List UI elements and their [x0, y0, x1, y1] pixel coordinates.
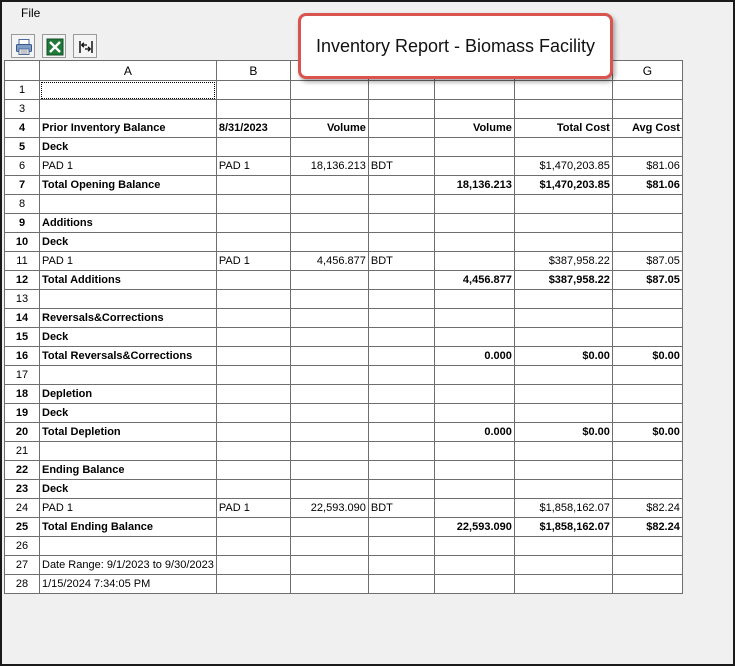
grid-cell[interactable]	[368, 423, 434, 442]
grid-cell[interactable]	[290, 100, 368, 119]
grid-cell[interactable]: 18,136.213	[290, 157, 368, 176]
grid-cell[interactable]: $387,958.22	[514, 271, 612, 290]
grid-cell[interactable]	[290, 347, 368, 366]
table-row	[5, 100, 683, 119]
grid-cell[interactable]	[290, 214, 368, 233]
grid-cell[interactable]	[290, 575, 368, 594]
grid-cell[interactable]: 0.000	[434, 423, 514, 442]
grid-cell[interactable]: Deck	[40, 404, 217, 423]
grid-cell[interactable]: Total Additions	[40, 271, 217, 290]
grid-cell[interactable]	[290, 537, 368, 556]
grid-cell[interactable]	[216, 518, 290, 537]
grid-cell[interactable]	[434, 499, 514, 518]
row-header[interactable]: 24	[5, 499, 40, 518]
grid-cell[interactable]	[368, 138, 434, 157]
grid-cell[interactable]: $1,858,162.07	[514, 499, 612, 518]
grid-cell[interactable]	[612, 214, 682, 233]
grid-cell[interactable]	[612, 442, 682, 461]
grid-cell[interactable]	[368, 119, 434, 138]
table-row	[5, 138, 683, 157]
grid-cell[interactable]	[216, 575, 290, 594]
grid-cell[interactable]	[368, 81, 434, 100]
grid-cell[interactable]: $387,958.22	[514, 252, 612, 271]
grid-cell[interactable]	[40, 537, 217, 556]
row-header[interactable]: 12	[5, 271, 40, 290]
print-button[interactable]	[11, 34, 35, 58]
table-row	[5, 252, 683, 271]
grid-cell[interactable]	[40, 81, 217, 100]
row-header[interactable]: 11	[5, 252, 40, 271]
corner-cell[interactable]	[5, 61, 40, 81]
table-row	[5, 309, 683, 328]
table-row	[5, 480, 683, 499]
grid-cell[interactable]: $0.00	[612, 423, 682, 442]
grid-cell[interactable]	[368, 233, 434, 252]
table-row	[5, 366, 683, 385]
grid-cell[interactable]: 22,593.090	[290, 499, 368, 518]
table-row	[5, 423, 683, 442]
grid-cell[interactable]: 4,456.877	[434, 271, 514, 290]
table-row	[5, 233, 683, 252]
grid-cell[interactable]	[216, 214, 290, 233]
grid-cell[interactable]: $87.05	[612, 271, 682, 290]
grid-cell[interactable]	[612, 100, 682, 119]
grid-cell[interactable]: $1,858,162.07	[514, 518, 612, 537]
table-row	[5, 518, 683, 537]
row-header[interactable]: 13	[5, 290, 40, 309]
grid-cell[interactable]	[612, 461, 682, 480]
grid-cell[interactable]: Total Reversals&Corrections	[40, 347, 217, 366]
grid-cell[interactable]	[368, 309, 434, 328]
grid-cell[interactable]	[368, 461, 434, 480]
grid-cell[interactable]	[434, 195, 514, 214]
grid-cell[interactable]: Avg Cost	[612, 119, 682, 138]
grid-cell[interactable]	[216, 290, 290, 309]
grid-cell[interactable]	[612, 309, 682, 328]
grid-cell[interactable]	[514, 309, 612, 328]
table-row	[5, 81, 683, 100]
grid-cell[interactable]	[40, 195, 217, 214]
grid-cell[interactable]	[290, 328, 368, 347]
grid-cell[interactable]	[612, 537, 682, 556]
export-excel-button[interactable]	[42, 34, 66, 58]
grid-cell[interactable]	[612, 556, 682, 575]
grid-cell[interactable]: 18,136.213	[434, 176, 514, 195]
menu-file[interactable]: File	[21, 6, 41, 20]
print-icon	[15, 38, 33, 56]
grid-cell[interactable]	[612, 385, 682, 404]
grid-cell[interactable]	[368, 214, 434, 233]
row-header[interactable]: 8	[5, 195, 40, 214]
grid-cell[interactable]: Total Depletion	[40, 423, 217, 442]
grid-cell[interactable]	[40, 100, 217, 119]
grid-cell[interactable]	[216, 556, 290, 575]
grid-cell[interactable]: BDT	[368, 499, 434, 518]
grid-cell[interactable]	[514, 100, 612, 119]
grid-cell[interactable]	[368, 195, 434, 214]
grid-cell[interactable]	[434, 385, 514, 404]
grid-cell[interactable]: BDT	[368, 252, 434, 271]
grid-cell[interactable]: $1,470,203.85	[514, 176, 612, 195]
grid-cell[interactable]	[434, 309, 514, 328]
grid-cell[interactable]	[612, 195, 682, 214]
grid-cell[interactable]: Additions	[40, 214, 217, 233]
table-row	[5, 347, 683, 366]
grid-cell[interactable]: Depletion	[40, 385, 217, 404]
grid-cell[interactable]	[216, 195, 290, 214]
grid-cell[interactable]	[216, 385, 290, 404]
grid-cell[interactable]	[514, 385, 612, 404]
grid-cell[interactable]: Volume	[290, 119, 368, 138]
column-header-g[interactable]: G	[612, 61, 682, 81]
grid-cell[interactable]	[290, 442, 368, 461]
grid-cell[interactable]: Total Cost	[514, 119, 612, 138]
grid-cell[interactable]	[514, 575, 612, 594]
table-row	[5, 271, 683, 290]
grid-cell[interactable]: $81.06	[612, 176, 682, 195]
grid-cell[interactable]	[612, 138, 682, 157]
table-row	[5, 176, 683, 195]
table-row	[5, 537, 683, 556]
grid-cell[interactable]	[216, 100, 290, 119]
grid-cell[interactable]	[434, 290, 514, 309]
table-row	[5, 385, 683, 404]
grid-cell[interactable]	[434, 556, 514, 575]
row-header[interactable]: 9	[5, 214, 40, 233]
grid-cell[interactable]	[216, 461, 290, 480]
grid-cell[interactable]	[290, 385, 368, 404]
grid-cell[interactable]	[434, 442, 514, 461]
report-title-callout: Inventory Report - Biomass Facility	[298, 13, 613, 79]
table-row	[5, 119, 683, 138]
grid-cell[interactable]	[434, 404, 514, 423]
grid-cell[interactable]	[434, 575, 514, 594]
row-header[interactable]: 25	[5, 518, 40, 537]
grid-cell[interactable]	[368, 556, 434, 575]
grid-cell[interactable]	[216, 442, 290, 461]
grid-cell[interactable]	[290, 461, 368, 480]
table-row	[5, 461, 683, 480]
grid-cell[interactable]	[40, 290, 217, 309]
grid-cell[interactable]	[216, 176, 290, 195]
table-row	[5, 195, 683, 214]
row-header[interactable]: 1	[5, 81, 40, 100]
grid-cell[interactable]	[290, 271, 368, 290]
column-header-a[interactable]: A	[40, 61, 217, 81]
grid-cell[interactable]	[216, 537, 290, 556]
grid-cell[interactable]	[612, 575, 682, 594]
grid-cell[interactable]	[216, 138, 290, 157]
grid-cell[interactable]	[290, 138, 368, 157]
grid-cell[interactable]	[290, 176, 368, 195]
grid-cell[interactable]: BDT	[368, 157, 434, 176]
grid-cell[interactable]	[368, 290, 434, 309]
row-header[interactable]: 5	[5, 138, 40, 157]
grid-cell[interactable]	[434, 214, 514, 233]
grid-cell[interactable]	[290, 309, 368, 328]
grid-cell[interactable]	[290, 195, 368, 214]
grid-cell[interactable]: Prior Inventory Balance	[40, 119, 217, 138]
grid-cell[interactable]	[290, 366, 368, 385]
table-row	[5, 290, 683, 309]
row-header[interactable]: 17	[5, 366, 40, 385]
grid-cell[interactable]: Deck	[40, 138, 217, 157]
grid-cell[interactable]	[368, 404, 434, 423]
grid-cell[interactable]	[368, 176, 434, 195]
grid-cell[interactable]	[434, 328, 514, 347]
grid-cell[interactable]	[40, 442, 217, 461]
grid-cell[interactable]: 22,593.090	[434, 518, 514, 537]
grid-cell[interactable]	[368, 575, 434, 594]
row-header[interactable]: 14	[5, 309, 40, 328]
row-header[interactable]: 7	[5, 176, 40, 195]
table-row	[5, 404, 683, 423]
grid-cell[interactable]: 1/15/2024 7:34:05 PM	[40, 575, 217, 594]
grid-cell[interactable]: PAD 1	[216, 252, 290, 271]
grid-cell[interactable]	[368, 328, 434, 347]
grid-cell[interactable]: Date Range: 9/1/2023 to 9/30/2023	[40, 556, 217, 575]
grid-cell[interactable]	[612, 233, 682, 252]
row-header[interactable]: 19	[5, 404, 40, 423]
grid-cell[interactable]	[612, 81, 682, 100]
grid-cell[interactable]: Total Ending Balance	[40, 518, 217, 537]
table-row	[5, 556, 683, 575]
grid-cell[interactable]	[368, 385, 434, 404]
table-row	[5, 214, 683, 233]
grid-cell[interactable]	[514, 195, 612, 214]
grid-cell[interactable]	[290, 518, 368, 537]
table-row	[5, 157, 683, 176]
grid-cell[interactable]: 0.000	[434, 347, 514, 366]
grid-cell[interactable]	[216, 328, 290, 347]
row-header[interactable]: 4	[5, 119, 40, 138]
grid-cell[interactable]	[290, 290, 368, 309]
grid-cell[interactable]	[216, 480, 290, 499]
grid-cell[interactable]	[216, 423, 290, 442]
fit-columns-icon	[77, 38, 95, 56]
grid-cell[interactable]	[368, 537, 434, 556]
table-row	[5, 499, 683, 518]
grid-cell[interactable]	[514, 233, 612, 252]
report-grid	[4, 60, 683, 594]
grid-cell[interactable]	[216, 233, 290, 252]
grid-cell[interactable]	[612, 480, 682, 499]
grid-cell[interactable]	[514, 480, 612, 499]
grid-cell[interactable]: $82.24	[612, 499, 682, 518]
grid-cell[interactable]: 4,456.877	[290, 252, 368, 271]
grid-cell[interactable]	[368, 366, 434, 385]
row-header[interactable]: 3	[5, 100, 40, 119]
fit-columns-button[interactable]	[73, 34, 97, 58]
grid-cell[interactable]	[434, 81, 514, 100]
grid-cell[interactable]: PAD 1	[40, 157, 217, 176]
grid-cell[interactable]: PAD 1	[40, 499, 217, 518]
grid-cell[interactable]	[290, 556, 368, 575]
grid-cell[interactable]	[514, 328, 612, 347]
row-header[interactable]: 6	[5, 157, 40, 176]
grid-cell[interactable]	[434, 100, 514, 119]
grid-cell[interactable]	[434, 537, 514, 556]
grid-cell[interactable]	[368, 271, 434, 290]
grid-cell[interactable]	[514, 366, 612, 385]
grid-cell[interactable]: Ending Balance	[40, 461, 217, 480]
grid-cell[interactable]	[514, 537, 612, 556]
grid-cell[interactable]	[612, 290, 682, 309]
grid-cell[interactable]: PAD 1	[40, 252, 217, 271]
grid-cell[interactable]	[514, 461, 612, 480]
table-row	[5, 328, 683, 347]
grid-cell[interactable]	[290, 480, 368, 499]
grid-cell[interactable]: Reversals&Corrections	[40, 309, 217, 328]
grid-cell[interactable]	[368, 518, 434, 537]
grid-cell[interactable]	[514, 404, 612, 423]
grid-cell[interactable]	[434, 138, 514, 157]
grid-cell[interactable]: Volume	[434, 119, 514, 138]
grid-cell[interactable]	[368, 100, 434, 119]
row-header[interactable]: 22	[5, 461, 40, 480]
grid-cell[interactable]	[290, 233, 368, 252]
grid-cell[interactable]	[368, 347, 434, 366]
grid-cell[interactable]: $82.24	[612, 518, 682, 537]
row-header[interactable]: 18	[5, 385, 40, 404]
grid-cell[interactable]	[434, 461, 514, 480]
grid-cell[interactable]: $0.00	[514, 347, 612, 366]
grid-cell[interactable]: $1,470,203.85	[514, 157, 612, 176]
grid-cell[interactable]	[434, 366, 514, 385]
grid-cell[interactable]	[434, 480, 514, 499]
grid-cell[interactable]	[514, 556, 612, 575]
grid-cell[interactable]	[612, 328, 682, 347]
grid-cell[interactable]	[514, 290, 612, 309]
row-header[interactable]: 23	[5, 480, 40, 499]
grid-cell[interactable]	[216, 81, 290, 100]
row-header[interactable]: 21	[5, 442, 40, 461]
grid-cell[interactable]: $0.00	[612, 347, 682, 366]
grid-cell[interactable]	[612, 404, 682, 423]
grid-cell[interactable]	[514, 214, 612, 233]
grid-cell[interactable]	[290, 404, 368, 423]
grid-cell[interactable]	[290, 81, 368, 100]
grid-cell[interactable]: PAD 1	[216, 157, 290, 176]
grid-cell[interactable]: $0.00	[514, 423, 612, 442]
grid-cell[interactable]	[612, 366, 682, 385]
grid-cell[interactable]: Total Opening Balance	[40, 176, 217, 195]
grid-cell[interactable]	[434, 233, 514, 252]
grid-cell[interactable]	[290, 423, 368, 442]
grid-cell[interactable]	[514, 81, 612, 100]
grid-cell[interactable]: $87.05	[612, 252, 682, 271]
table-row	[5, 575, 683, 594]
grid-cell[interactable]	[216, 347, 290, 366]
grid-cell[interactable]: Deck	[40, 480, 217, 499]
grid-cell[interactable]	[514, 138, 612, 157]
grid-cell[interactable]	[368, 442, 434, 461]
grid-cell[interactable]	[216, 404, 290, 423]
grid-cell[interactable]	[216, 366, 290, 385]
grid-cell[interactable]	[514, 442, 612, 461]
row-header[interactable]: 26	[5, 537, 40, 556]
grid-cell[interactable]	[216, 309, 290, 328]
row-header[interactable]: 28	[5, 575, 40, 594]
row-header[interactable]: 10	[5, 233, 40, 252]
grid-cell[interactable]	[40, 366, 217, 385]
row-header[interactable]: 27	[5, 556, 40, 575]
row-header[interactable]: 16	[5, 347, 40, 366]
row-header[interactable]: 20	[5, 423, 40, 442]
grid-cell[interactable]: Deck	[40, 233, 217, 252]
grid-cell[interactable]	[368, 480, 434, 499]
grid-cell[interactable]: $81.06	[612, 157, 682, 176]
excel-icon	[46, 38, 64, 56]
table-row	[5, 442, 683, 461]
column-header-b[interactable]: B	[216, 61, 290, 81]
grid-cell[interactable]	[216, 271, 290, 290]
grid-cell[interactable]: PAD 1	[216, 499, 290, 518]
row-header[interactable]: 15	[5, 328, 40, 347]
grid-cell[interactable]: 8/31/2023	[216, 119, 290, 138]
grid-cell[interactable]: Deck	[40, 328, 217, 347]
grid-cell[interactable]	[434, 252, 514, 271]
grid-cell[interactable]	[434, 157, 514, 176]
